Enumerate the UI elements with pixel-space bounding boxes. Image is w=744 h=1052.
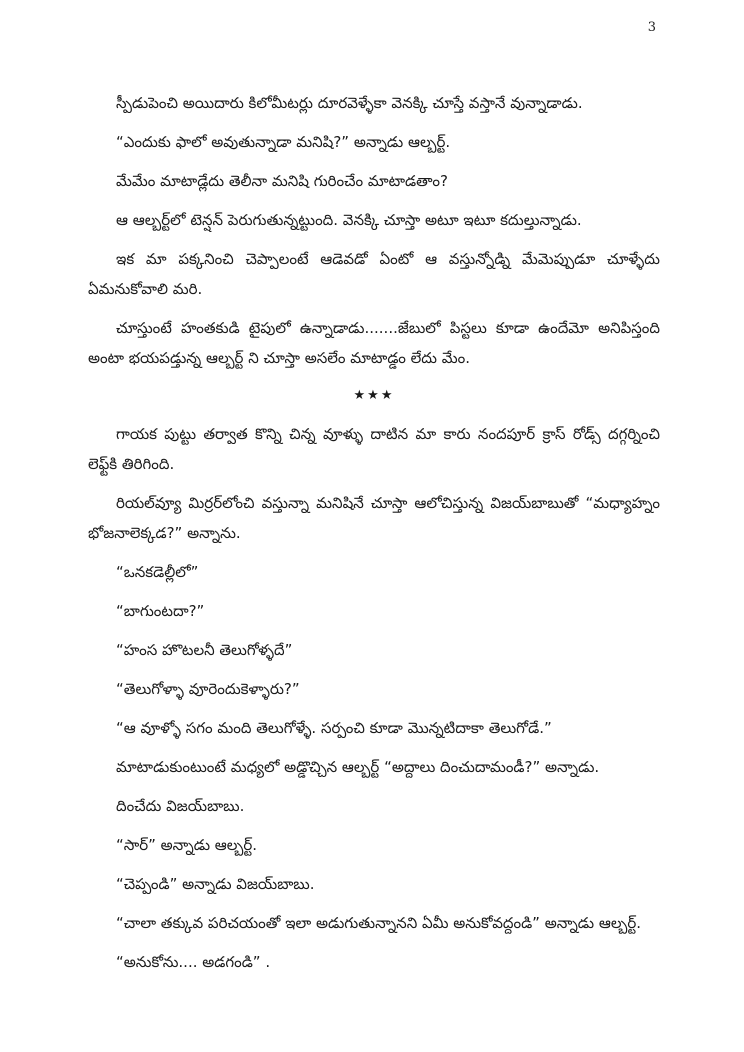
paragraph: దించేదు విజయ్‌బాబు. <box>116 797 245 815</box>
dialogue-line: “ఆ వూళ్ళో సగం మంది తెలుగోళ్ళే. సర్పంచి కూడా మొన్నటిదాకా తెలుగోడే.” <box>116 719 552 737</box>
paragraph: గాయక పుట్టు తర్వాత కొన్ని చిన్న వూళ్ళు దాటిన మా కారు నందపూర్ క్రాస్ రోడ్స్ దగ్గర్నించి లెఫ్ట్‌కి తిరిగింది. <box>88 425 660 473</box>
paragraph: ఆ ఆల్బర్ట్‌లో టెన్షన్ పెరుగుతున్నట్టుంది. వెనక్కి చూస్తా అటూ ఇటూ కదుల్తున్నాడు. <box>116 211 582 229</box>
paragraph: చూస్తుంటే హంతకుడి టైపులో ఉన్నాడాడు.......జేబులో పిస్టలు కూడా ఉందేమో అనిపిస్తంది అంటా భయపడ్తున్న ఆల్బర్ట్ ని చూస్తా అసలేం మాటాడ్డం లేదు మేం. <box>88 319 660 367</box>
dialogue-line: “అనుకోను.... అడగండి” . <box>116 953 271 971</box>
dialogue-line: “సార్” అన్నాడు ఆల్బర్ట్. <box>116 836 257 854</box>
dialogue-line: “చాలా తక్కువ పరిచయంతో ఇలా అడుగుతున్నానని ఏమీ అనుకోవద్దండి” అన్నాడు ఆల్బర్ట్. <box>116 914 642 932</box>
paragraph: మాటాడుకుంటుంటే మధ్యలో అడ్డొచ్చిన ఆల్బర్ట్ “అద్దాలు దించుదామండీ?” అన్నాడు. <box>116 758 600 776</box>
dialogue-line: “చెప్పండి” అన్నాడు విజయ్‌బాబు. <box>116 875 315 893</box>
page-number: 3 <box>647 20 656 35</box>
dialogue-line: “బాగుంటదా?” <box>116 602 205 620</box>
paragraph: “ఎందుకు ఫాలో అవుతున్నాడా మనిషి?” అన్నాడు ఆల్బర్ట్. <box>116 133 451 151</box>
dialogue-line: “ఒనకడెల్లీలో” <box>116 563 199 581</box>
paragraph: రియల్‌వ్యూ మిర్రర్‌లోంచి వస్తున్నా మనిషినే చూస్తా ఆలోచిస్తున్న విజయ్‌బాబుతో “మధ్యాహ్నం భోజనాలెక్కడ?” అన్నాను. <box>88 494 660 542</box>
paragraph: ఇక మా పక్కనించి చెప్పాలంటే ఆడెవడో ఏంటో ఆ వస్తున్నోడ్ని మేమెప్పుడూ చూళ్ళేదు ఏమనుకోవాలి మరి. <box>88 250 660 298</box>
dialogue-line: “తెలుగోళ్ళా వూరెందుకెళ్ళారు?” <box>116 680 300 698</box>
dialogue-line: “హంస హొటలనీ తెలుగోళ్ళదే” <box>116 641 293 659</box>
section-separator: ★★★ <box>353 388 395 403</box>
paragraph: స్పీడుపెంచి అయిదారు కిలోమీటర్లు దూరవెళ్ళేకా వెనక్కి చూస్తే వస్తానే వున్నాడాడు. <box>116 94 583 112</box>
paragraph: మేమేం మాటాడ్లేదు తెలీనా మనిషి గురించేం మాటాడతాం? <box>116 172 448 190</box>
page-content <box>88 88 660 986</box>
